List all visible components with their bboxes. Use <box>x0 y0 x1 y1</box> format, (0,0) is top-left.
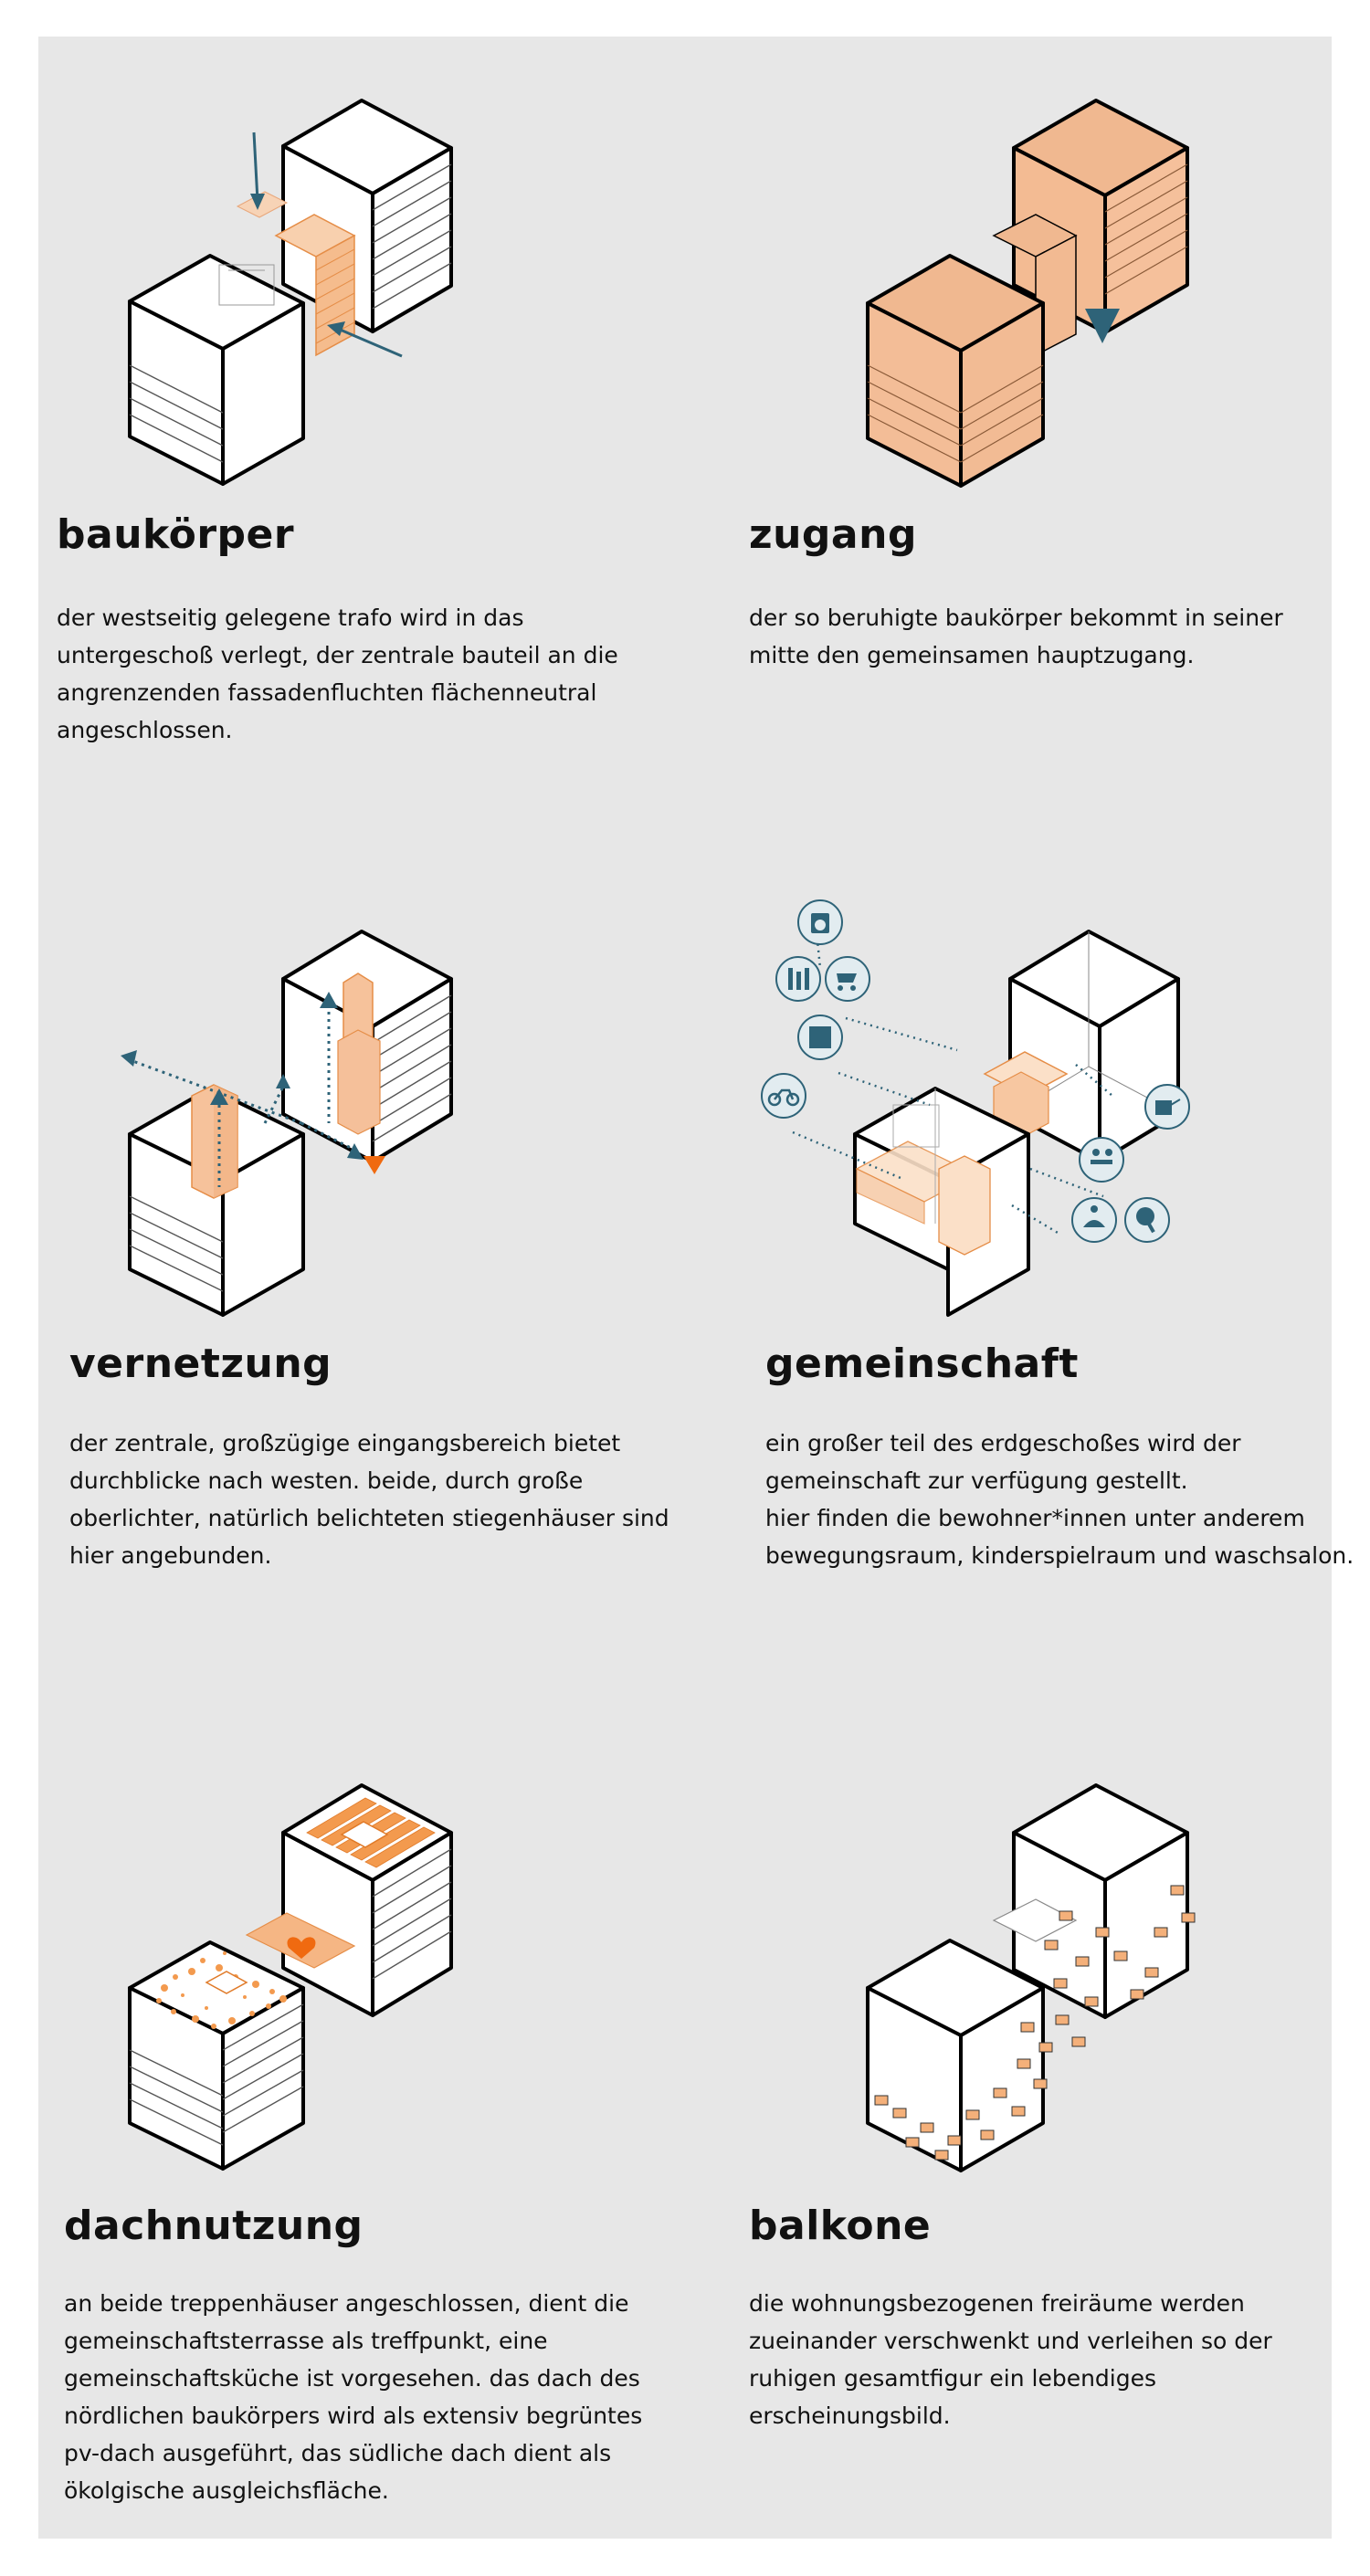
dachnutzung-description: an beide treppenhäuser angeschlossen, dient die gemeinschaftsterrasse als treffpunkt, eine gemeinschaftsküche ist vorgesehen. das dach des nördlichen baukörpers wird als extensiv begrüntes pv-dach ausgeführt, das südliche dach dient als ökolgische ausgleichsfläche. <box>64 2290 643 2504</box>
yoga-icon <box>1072 1198 1116 1242</box>
gemeinschaft-description: ein großer teil des erdgeschoßes wird der gemeinschaft zur verfügung gestellt. hier finden die bewohner*innen unter anderem bewegungsraum, kinderspielraum und waschsalon. <box>765 1430 1354 1569</box>
baukoerper-diagram <box>119 64 466 402</box>
dachnutzung-diagram <box>119 1749 466 2114</box>
balkone-title: balkone <box>749 2203 932 2249</box>
zugang-title: zugang <box>749 511 917 558</box>
workshop-icon <box>1080 1138 1123 1182</box>
zugang-diagram <box>857 64 1204 429</box>
gemeinschaft-title: gemeinschaft <box>765 1341 1079 1387</box>
table-tennis-icon <box>1125 1198 1169 1242</box>
baukoerper-title: baukörper <box>57 511 295 558</box>
balkone-description: die wohnungsbezogenen freiräume werden zueinander verschwenkt und verleihen so der ruhigen gesamtfigur ein lebendiges erscheinungsbild. <box>749 2290 1272 2429</box>
vernetzung-diagram <box>119 895 466 1260</box>
arrow-in-icon <box>338 329 402 356</box>
washing-machine-icon <box>798 900 842 944</box>
gemeinschaft-diagram <box>765 895 1195 1278</box>
family-icon <box>776 957 820 1001</box>
arrow-in-icon <box>254 132 258 201</box>
vernetzung-title: vernetzung <box>69 1341 332 1387</box>
zugang-description: der so beruhigte baukörper bekommt in seiner mitte den gemeinsamen hauptzugang. <box>749 605 1283 668</box>
view-arrow-icon <box>121 1050 137 1067</box>
bicycle-icon <box>762 1074 806 1118</box>
baukoerper-description: der westseitig gelegene trafo wird in das untergeschoß verlegt, der zentrale bauteil an die angrenzenden fassadenfluchten flächenneutral angeschlossen. <box>57 605 618 743</box>
storage-icon <box>798 1015 842 1059</box>
stroller-icon <box>826 957 869 1001</box>
vernetzung-description: der zentrale, großzügige eingangsbereich bietet durchblicke nach westen. beide, durch große oberlichter, natürlich belichteten stiegenhäuser sind hier angebunden. <box>69 1430 669 1569</box>
dachnutzung-title: dachnutzung <box>64 2203 364 2249</box>
watering-can-icon <box>1145 1085 1189 1129</box>
balkone-diagram <box>857 1749 1204 2114</box>
entrance-triangle-icon <box>364 1156 385 1174</box>
